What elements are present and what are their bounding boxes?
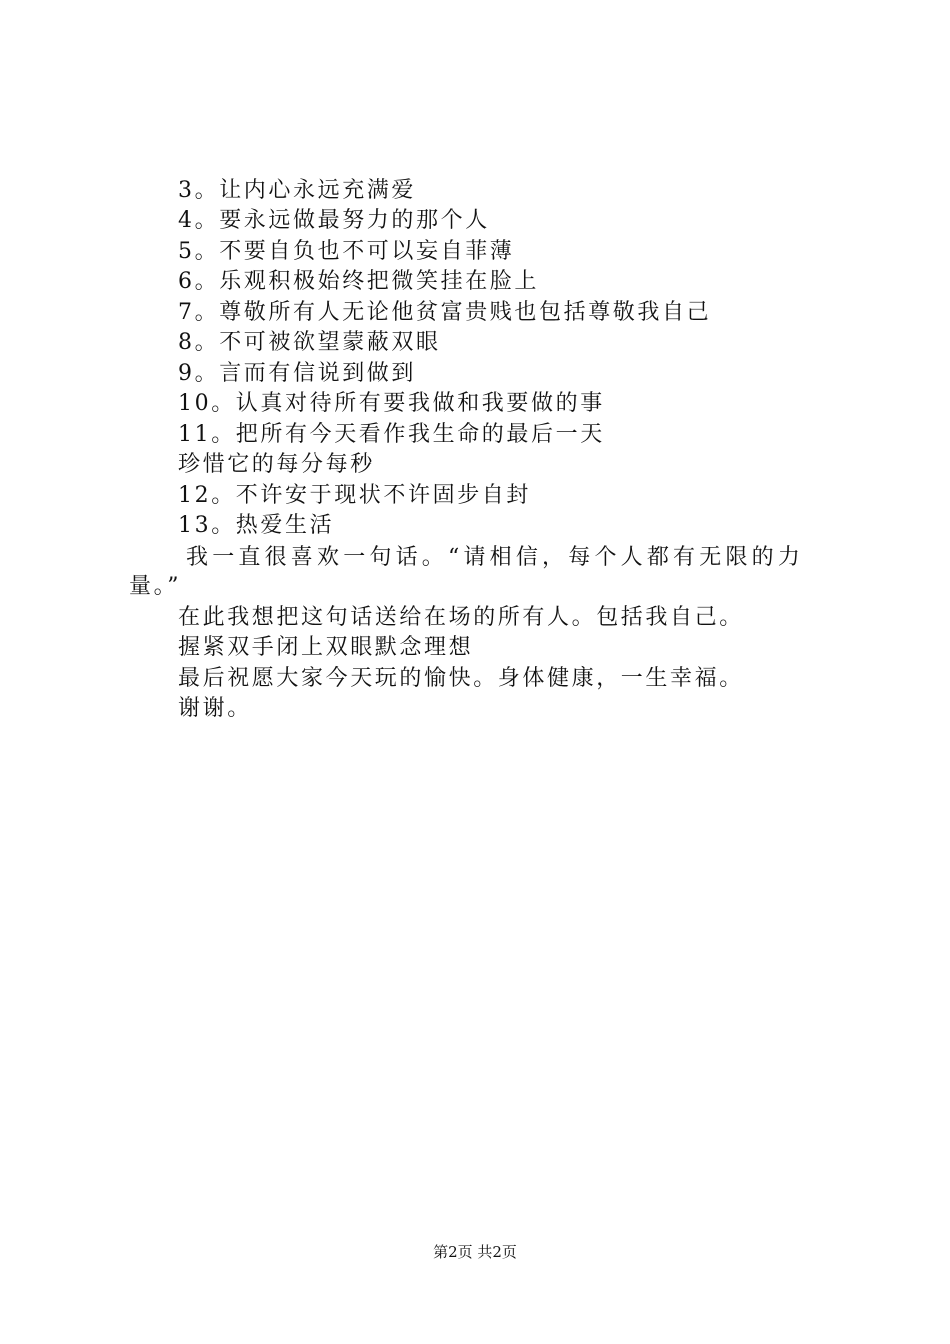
closing-line-1: 在此我想把这句话送给在场的所有人。包括我自己。 [178, 605, 744, 630]
text-line-item-3: 3。让内心永远充满爱 [178, 178, 416, 203]
text-line-item-13: 13。热爱生活 [178, 513, 335, 538]
text-line-item-5: 5。不要自负也不可以妄自菲薄 [178, 239, 515, 264]
quote-paragraph-second-line: 量。” [129, 574, 182, 599]
text-line-item-4: 4。要永远做最努力的那个人 [178, 208, 490, 233]
text-line-item-11: 11。把所有今天看作我生命的最后一天 [178, 422, 605, 447]
closing-line-3: 最后祝愿大家今天玩的愉快。身体健康，一生幸福。 [178, 666, 744, 691]
text-line-item-10: 10。认真对待所有要我做和我要做的事 [178, 391, 605, 416]
text-line-item-6: 6。乐观积极始终把微笑挂在脸上 [178, 269, 539, 294]
text-line-item-11-cont: 珍惜它的每分每秒 [178, 452, 375, 477]
text-line-item-12: 12。不许安于现状不许固步自封 [178, 483, 531, 508]
text-line-item-8: 8。不可被欲望蒙蔽双眼 [178, 330, 441, 355]
closing-line-2: 握紧双手闭上双眼默念理想 [178, 635, 474, 660]
quote-paragraph-first-line: 我一直很喜欢一句话。“请相信，每个人都有无限的力 [186, 545, 805, 570]
closing-line-4: 谢谢。 [178, 696, 252, 721]
page-number-footer: 第2页 共2页 [433, 1243, 517, 1261]
text-line-item-7: 7。尊敬所有人无论他贫富贵贱也包括尊敬我自己 [178, 300, 712, 325]
text-line-item-9: 9。言而有信说到做到 [178, 361, 416, 386]
